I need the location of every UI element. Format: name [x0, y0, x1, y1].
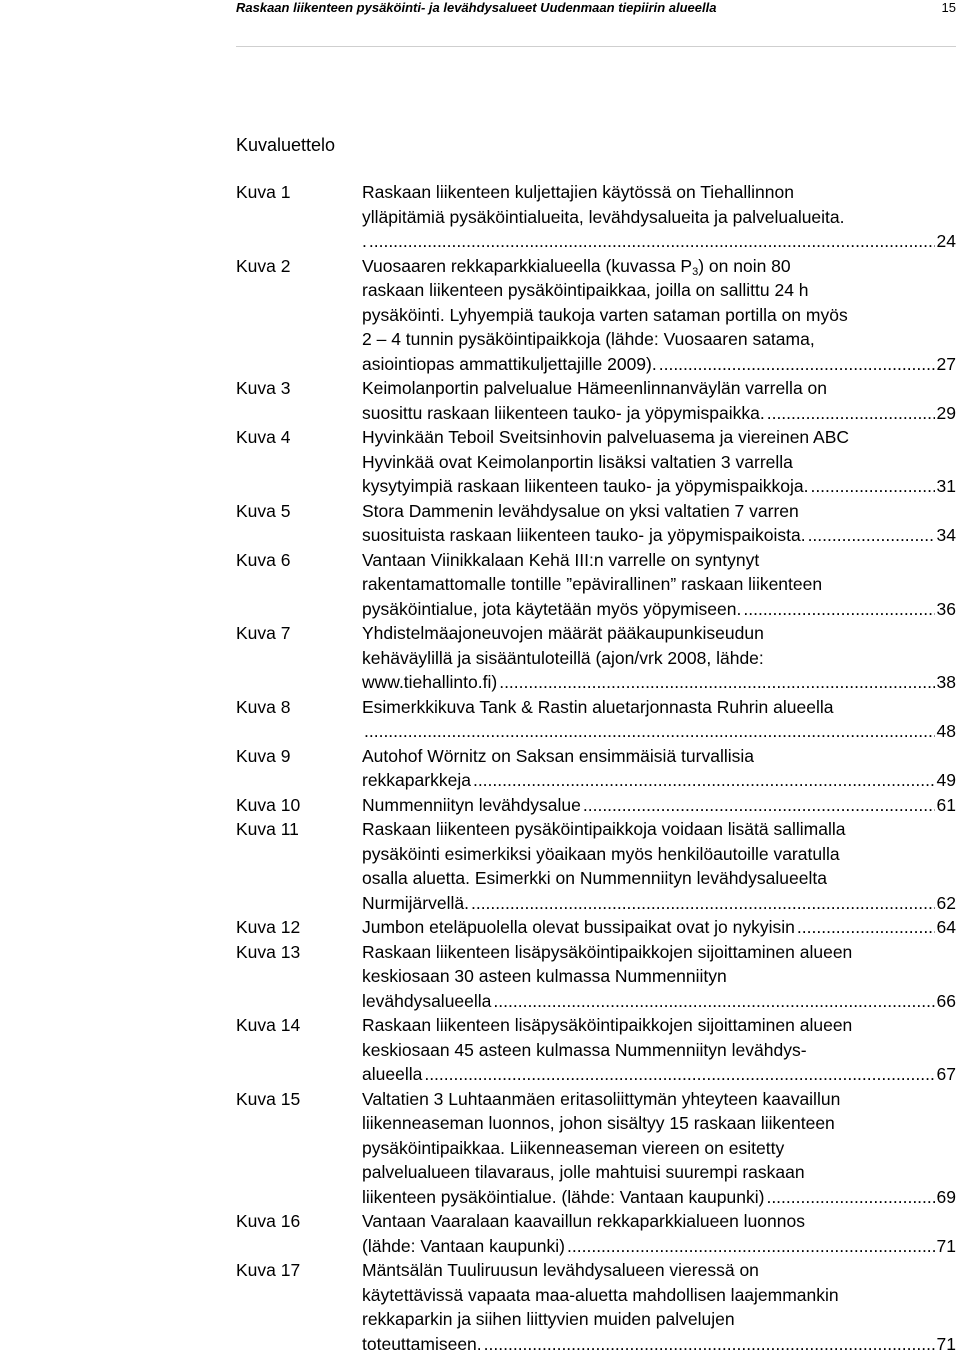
caption-line: Yhdistelmäajoneuvojen määrät pääkaupunkiseudun — [362, 621, 956, 646]
figure-label: Kuva 7 — [236, 621, 290, 646]
figure-label: Kuva 15 — [236, 1087, 300, 1112]
caption-last-line — [362, 1062, 956, 1087]
caption-last-line — [362, 229, 956, 254]
page-reference[interactable]: 71 — [937, 1332, 956, 1356]
toc-entry[interactable] — [236, 376, 956, 425]
caption-line: käytettävissä vapaata maa-aluetta mahdollisen laajemmankin — [362, 1283, 956, 1308]
caption-line: ylläpitämiä pysäköintialueita, levähdysalueita ja palvelualueita. — [362, 205, 956, 230]
caption-last-line — [362, 793, 956, 818]
caption-line: keskiosaan 30 asteen kulmassa Nummenniityn — [362, 964, 956, 989]
dot-leader — [424, 1062, 934, 1087]
figure-label: Kuva 14 — [236, 1013, 300, 1038]
caption-line: Raskaan liikenteen lisäpysäköintipaikkojen sijoittaminen alueen — [362, 940, 956, 965]
section-title: Kuvaluettelo — [236, 134, 335, 156]
dot-leader — [499, 670, 934, 695]
toc-entry[interactable] — [236, 940, 956, 1014]
caption-text: pysäköintialue, jota käytetään myös yöpymiseen. — [362, 597, 741, 622]
caption-line: palvelualueen tilavaraus, jolle mahtuisi suurempi raskaan — [362, 1160, 956, 1185]
figure-caption — [362, 1258, 956, 1356]
caption-last-line — [362, 597, 956, 622]
caption-last-line — [362, 523, 956, 548]
caption-line: Raskaan liikenteen pysäköintipaikkoja voidaan lisätä sallimalla — [362, 817, 956, 842]
figure-caption — [362, 1087, 956, 1210]
toc-entry[interactable] — [236, 1258, 956, 1356]
caption-text: Nurmijärvellä. — [362, 891, 469, 916]
dot-leader — [659, 352, 935, 377]
page-reference[interactable]: 34 — [937, 523, 956, 548]
caption-last-line — [362, 352, 956, 377]
toc-entry[interactable] — [236, 425, 956, 499]
figure-caption — [362, 940, 956, 1014]
page-reference[interactable]: 36 — [937, 597, 956, 622]
dot-leader — [766, 1185, 934, 1210]
dot-leader — [743, 597, 934, 622]
caption-text: . — [362, 229, 367, 254]
figure-caption — [362, 180, 956, 254]
toc-entry[interactable] — [236, 744, 956, 793]
figure-caption — [362, 376, 956, 425]
page-reference[interactable]: 31 — [937, 474, 956, 499]
caption-text: rekkaparkkeja — [362, 768, 471, 793]
figure-label: Kuva 3 — [236, 376, 290, 401]
page-reference[interactable]: 62 — [937, 891, 956, 916]
caption-text: suosituista raskaan liikenteen tauko- ja yöpymispaikoista. — [362, 523, 806, 548]
toc-entry[interactable] — [236, 499, 956, 548]
dot-leader — [473, 768, 935, 793]
toc-entry[interactable] — [236, 793, 956, 818]
toc-entry[interactable] — [236, 621, 956, 695]
page-reference[interactable]: 66 — [937, 989, 956, 1014]
caption-line: rekkaparkin ja siihen liittyvien muiden palvelujen — [362, 1307, 956, 1332]
toc-entry[interactable] — [236, 1209, 956, 1258]
page-reference[interactable]: 48 — [937, 719, 956, 744]
dot-leader — [493, 989, 934, 1014]
caption-line: liikenneaseman luonnos, johon sisältyy 15 raskaan liikenteen — [362, 1111, 956, 1136]
caption-line: pysäköinti. Lyhyempiä taukoja varten sataman portilla on myös — [362, 303, 956, 328]
caption-last-line — [362, 719, 956, 744]
caption-line: 2 – 4 tunnin pysäköintipaikkoja (lähde: Vuosaaren satama, — [362, 327, 956, 352]
page-reference[interactable]: 64 — [937, 915, 956, 940]
caption-line: Esimerkkikuva Tank & Rastin aluetarjonnasta Ruhrin alueella — [362, 695, 956, 720]
page-number: 15 — [942, 0, 956, 16]
figure-label: Kuva 17 — [236, 1258, 300, 1283]
caption-text: Vuosaaren rekkaparkkialueella (kuvassa P — [362, 256, 692, 276]
dot-leader — [583, 793, 935, 818]
figure-caption — [362, 695, 956, 744]
caption-last-line — [362, 891, 956, 916]
figure-caption — [362, 425, 956, 499]
caption-line: osalla aluetta. Esimerkki on Nummenniityn levähdysalueelta — [362, 866, 956, 891]
caption-last-line — [362, 401, 956, 426]
caption-line: Vantaan Vaaralaan kaavaillun rekkaparkkialueen luonnos — [362, 1209, 956, 1234]
figure-caption — [362, 1013, 956, 1087]
caption-line: Raskaan liikenteen lisäpysäköintipaikkojen sijoittaminen alueen — [362, 1013, 956, 1038]
dot-leader — [808, 523, 935, 548]
caption-text: ) on noin 80 — [698, 256, 790, 276]
toc-entry[interactable] — [236, 695, 956, 744]
toc-entry[interactable] — [236, 1013, 956, 1087]
caption-line: Vantaan Viinikkalaan Kehä III:n varrelle on syntynyt — [362, 548, 956, 573]
caption-line: rakentamattomalle tontille ”epävirallinen” raskaan liikenteen — [362, 572, 956, 597]
figure-label: Kuva 5 — [236, 499, 290, 524]
dot-leader — [810, 474, 934, 499]
dot-leader — [364, 719, 935, 744]
caption-text: liikenteen pysäköintialue. (lähde: Vantaan kaupunki) — [362, 1185, 764, 1210]
page-reference[interactable]: 27 — [937, 352, 956, 377]
figure-caption — [362, 621, 956, 695]
caption-line: Mäntsälän Tuuliruusun levähdysalueen vieressä on — [362, 1258, 956, 1283]
caption-text: (lähde: Vantaan kaupunki) — [362, 1234, 565, 1259]
figure-caption — [362, 1209, 956, 1258]
caption-line: keskiosaan 45 asteen kulmassa Nummenniityn levähdys- — [362, 1038, 956, 1063]
page-reference[interactable]: 38 — [937, 670, 956, 695]
caption-last-line — [362, 1185, 956, 1210]
caption-text: toteuttamiseen. — [362, 1332, 482, 1356]
toc-entry[interactable] — [236, 180, 956, 254]
caption-text: kysytyimpiä raskaan liikenteen tauko- ja yöpymispaikkoja. — [362, 474, 808, 499]
caption-line: Hyvinkää ovat Keimolanportin lisäksi valtatien 3 varrella — [362, 450, 956, 475]
toc-entry[interactable] — [236, 254, 956, 377]
page-reference[interactable]: 24 — [937, 229, 956, 254]
figure-label: Kuva 11 — [236, 817, 299, 842]
caption-line: raskaan liikenteen pysäköintipaikkaa, joilla on sallittu 24 h — [362, 278, 956, 303]
page-reference[interactable]: 67 — [937, 1062, 956, 1087]
dot-leader — [471, 891, 935, 916]
caption-line: pysäköinti esimerkiksi yöaikaan myös henkilöautoille varatulla — [362, 842, 956, 867]
caption-text: www.tiehallinto.fi) — [362, 670, 497, 695]
caption-last-line — [362, 1332, 956, 1356]
caption-text: Nummenniityn levähdysalue — [362, 793, 581, 818]
figure-label: Kuva 9 — [236, 744, 290, 769]
document-title: Raskaan liikenteen pysäköinti- ja levähdysalueet Uudenmaan tiepiirin alueella — [236, 0, 716, 16]
caption-line: Stora Dammenin levähdysalue on yksi valtatien 7 varren — [362, 499, 956, 524]
figure-caption — [362, 817, 956, 915]
figure-label: Kuva 6 — [236, 548, 290, 573]
figure-caption — [362, 744, 956, 793]
dot-leader — [797, 915, 935, 940]
figure-label: Kuva 2 — [236, 254, 290, 279]
dot-leader — [567, 1234, 935, 1259]
figure-caption — [362, 499, 956, 548]
page-reference[interactable]: 69 — [937, 1185, 956, 1210]
figure-label: Kuva 4 — [236, 425, 290, 450]
running-header — [236, 0, 956, 16]
caption-line: pysäköintipaikkaa. Liikenneaseman viereen on esitetty — [362, 1136, 956, 1161]
figure-label: Kuva 12 — [236, 915, 300, 940]
caption-last-line — [362, 1234, 956, 1259]
dot-leader — [369, 229, 935, 254]
caption-last-line — [362, 768, 956, 793]
caption-line: Hyvinkään Teboil Sveitsinhovin palveluasema ja viereinen ABC — [362, 425, 956, 450]
caption-line: kehäväylillä ja sisääntuloteillä (ajon/vrk 2008, lähde: — [362, 646, 956, 671]
toc-entry[interactable] — [236, 548, 956, 622]
toc-entry[interactable] — [236, 1087, 956, 1210]
page-reference[interactable]: 49 — [937, 768, 956, 793]
caption-line: Keimolanportin palvelualue Hämeenlinnanväylän varrella on — [362, 376, 956, 401]
figure-label: Kuva 13 — [236, 940, 300, 965]
figure-caption — [362, 915, 956, 940]
caption-line: Autohof Wörnitz on Saksan ensimmäisiä turvallisia — [362, 744, 956, 769]
caption-last-line — [362, 989, 956, 1014]
figure-label: Kuva 8 — [236, 695, 290, 720]
caption-last-line — [362, 915, 956, 940]
toc-entry[interactable] — [236, 915, 956, 940]
dot-leader — [767, 401, 935, 426]
figure-label: Kuva 1 — [236, 180, 290, 205]
figure-caption — [362, 254, 956, 377]
caption-last-line — [362, 670, 956, 695]
subscript: 3 — [692, 266, 698, 278]
figure-label: Kuva 16 — [236, 1209, 300, 1234]
page-reference[interactable]: 71 — [937, 1234, 956, 1259]
toc-entry[interactable] — [236, 817, 956, 915]
caption-text: levähdysalueella — [362, 989, 491, 1014]
caption-text: alueella — [362, 1062, 422, 1087]
caption-line — [362, 254, 956, 279]
caption-line: Valtatien 3 Luhtaanmäen eritasoliittymän yhteyteen kaavaillun — [362, 1087, 956, 1112]
caption-text: Jumbon eteläpuolella olevat bussipaikat ovat jo nykyisin — [362, 915, 795, 940]
figure-caption — [362, 793, 956, 818]
caption-text: suosittu raskaan liikenteen tauko- ja yöpymispaikka. — [362, 401, 765, 426]
page-reference[interactable]: 29 — [937, 401, 956, 426]
figure-caption — [362, 548, 956, 622]
header-divider — [236, 46, 956, 47]
page-reference[interactable]: 61 — [937, 793, 956, 818]
caption-last-line — [362, 474, 956, 499]
caption-line: Raskaan liikenteen kuljettajien käytössä on Tiehallinnon — [362, 180, 956, 205]
caption-text: asiointiopas ammattikuljettajille 2009). — [362, 352, 657, 377]
figure-label: Kuva 10 — [236, 793, 300, 818]
figure-list — [236, 180, 956, 1356]
dot-leader — [484, 1332, 935, 1356]
